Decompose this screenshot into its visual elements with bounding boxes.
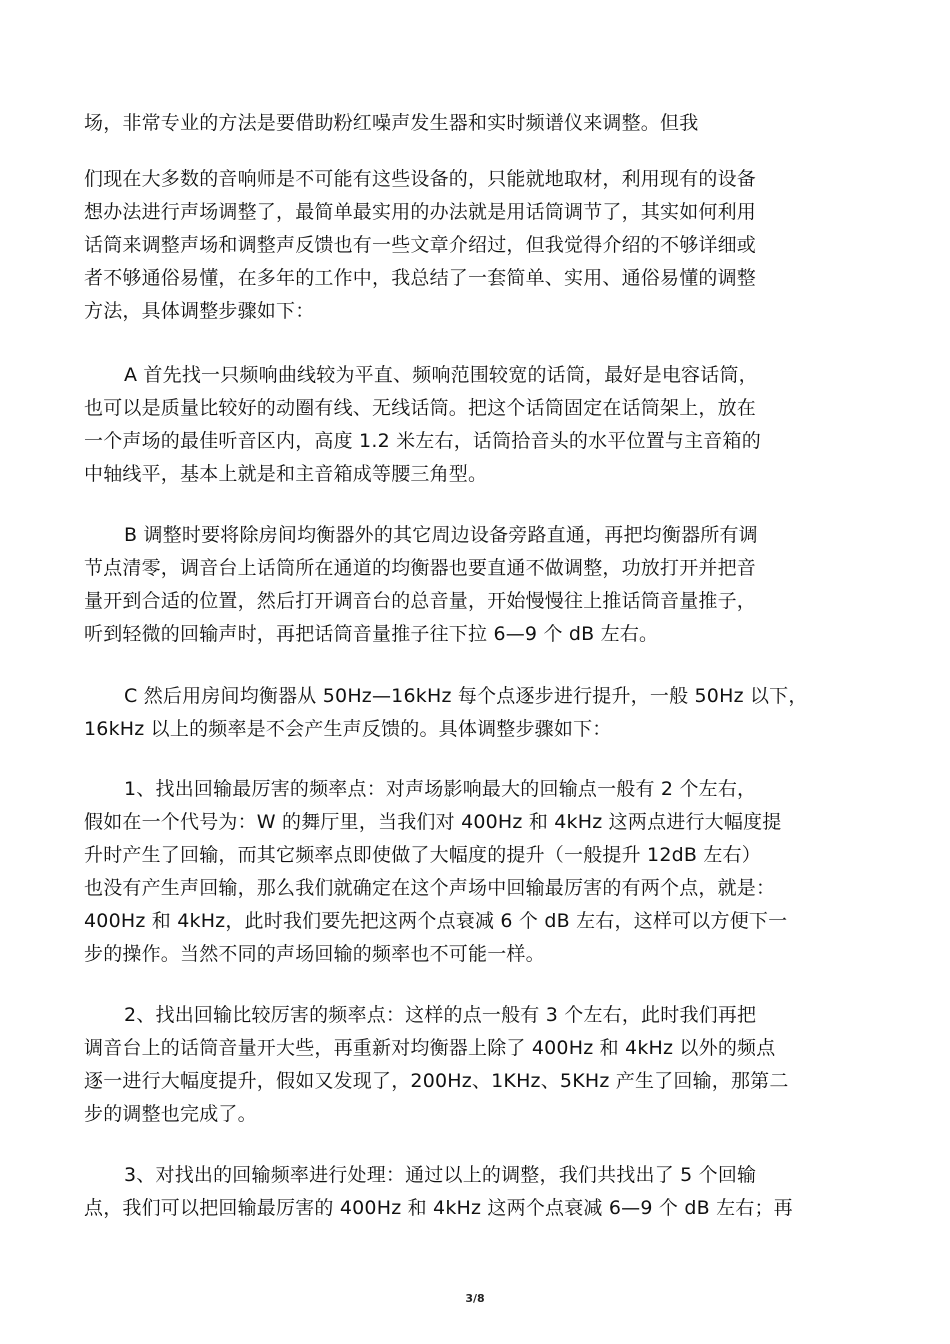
- text-line: 400Hz 和 4kHz，此时我们要先把这两个点衰减 6 个 dB 左右，这样可以方便下一: [84, 910, 788, 932]
- text-line: 调音台上的话筒音量开大些，再重新对均衡器上除了 400Hz 和 4kHz 以外的频点: [84, 1037, 776, 1059]
- text-line: 量开到合适的位置，然后打开调音台的总音量，开始慢慢往上推话筒音量推子，: [84, 590, 757, 612]
- step-3-first-line: 3、对找出的回输频率进行处理：通过以上的调整，我们共找出了 5 个回输: [124, 1164, 757, 1186]
- text-line: 中轴线平，基本上就是和主音箱成等腰三角型。: [84, 463, 488, 485]
- page-number: 3/8: [465, 1292, 485, 1305]
- text-line: 升时产生了回输，而其它频率点即使做了大幅度的提升（一般提升 12dB 左右）: [84, 844, 761, 866]
- text-line: 听到轻微的回输声时，再把话筒音量推子往下拉 6—9 个 dB 左右。: [84, 623, 659, 645]
- step-2-first-line: 2、找出回输比较厉害的频率点：这样的点一般有 3 个左右，此时我们再把: [124, 1004, 757, 1026]
- text-line: 们现在大多数的音响师是不可能有这些设备的，只能就地取材，利用现有的设备: [84, 168, 757, 190]
- text-line: 话筒来调整声场和调整声反馈也有一些文章介绍过，但我觉得介绍的不够详细或: [84, 234, 757, 256]
- paragraph-a-first-line: A 首先找一只频响曲线较为平直、频响范围较宽的话筒，最好是电容话筒，: [124, 364, 758, 386]
- text-line: 也可以是质量比较好的动圈有线、无线话筒。把这个话筒固定在话筒架上，放在: [84, 397, 757, 419]
- text-line: 逐一进行大幅度提升，假如又发现了，200Hz、1KHz、5KHz 产生了回输，那第二: [84, 1070, 789, 1092]
- text-line: 16kHz 以上的频率是不会产生声反馈的。具体调整步骤如下：: [84, 718, 612, 740]
- text-line: 者不够通俗易懂，在多年的工作中，我总结了一套简单、实用、通俗易懂的调整: [84, 267, 757, 289]
- text-line: 假如在一个代号为：W 的舞厅里，当我们对 400Hz 和 4kHz 这两点进行大幅度提: [84, 811, 782, 833]
- paragraph-c-first-line: C 然后用房间均衡器从 50Hz—16kHz 每个点逐步进行提升，一般 50Hz 以下，: [124, 685, 808, 707]
- step-1-first-line: 1、找出回输最厉害的频率点：对声场影响最大的回输点一般有 2 个左右，: [124, 778, 757, 800]
- text-line: 步的调整也完成了。: [84, 1103, 257, 1125]
- text-line: 一个声场的最佳听音区内，高度 1.2 米左右，话筒拾音头的水平位置与主音箱的: [84, 430, 761, 452]
- text-line: 点，我们可以把回输最厉害的 400Hz 和 4kHz 这两个点衰减 6—9 个 dB 左右；再: [84, 1197, 793, 1219]
- text-line: 也没有产生声回输，那么我们就确定在这个声场中回输最厉害的有两个点，就是：: [84, 877, 776, 899]
- text-line: 想办法进行声场调整了，最简单最实用的办法就是用话筒调节了，其实如何利用: [84, 201, 757, 223]
- text-line: 节点清零，调音台上话筒所在通道的均衡器也要直通不做调整，功放打开并把音: [84, 557, 757, 579]
- text-line: 步的操作。当然不同的声场回输的频率也不可能一样。: [84, 943, 545, 965]
- paragraph-b-first-line: B 调整时要将除房间均衡器外的其它周边设备旁路直通，再把均衡器所有调: [124, 524, 758, 546]
- text-line: 场，非常专业的方法是要借助粉红噪声发生器和实时频谱仪来调整。但我: [84, 112, 699, 134]
- text-line: 方法，具体调整步骤如下：: [84, 300, 315, 322]
